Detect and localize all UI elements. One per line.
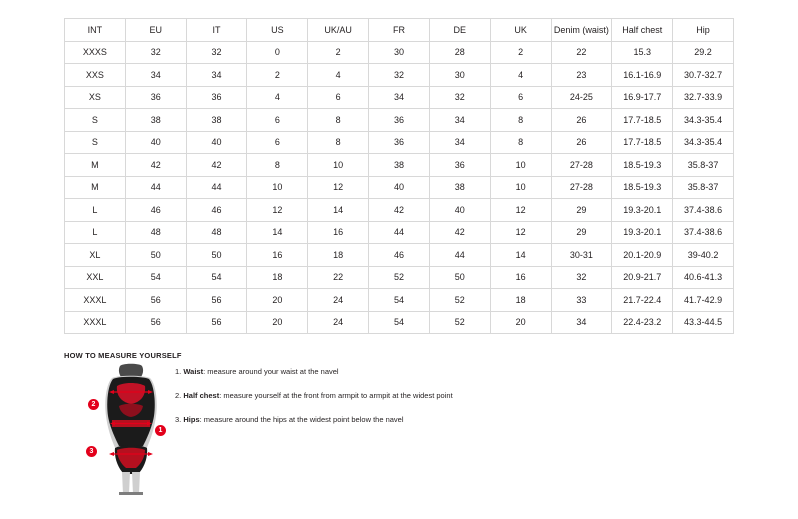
cell-hip: 32.7-33.9: [673, 86, 734, 109]
cell-half-chest: 15.3: [612, 41, 673, 64]
cell-half-chest: 17.7-18.5: [612, 109, 673, 132]
size-table-container: [64, 18, 734, 334]
measure-badge-2: 2: [88, 399, 99, 410]
cell-uk-au: 8: [308, 131, 369, 154]
cell-uk: 14: [490, 244, 551, 267]
table-row: [65, 176, 734, 199]
cell-uk-au: 10: [308, 154, 369, 177]
cell-half-chest: 22.4-23.2: [612, 311, 673, 334]
measure-item-term: Waist: [183, 367, 204, 376]
cell-uk: 16: [490, 266, 551, 289]
cell-fr: 40: [369, 176, 430, 199]
cell-fr: 34: [369, 86, 430, 109]
cell-half-chest: 19.3-20.1: [612, 221, 673, 244]
cell-denim-waist: 26: [551, 109, 612, 132]
size-table-head: [65, 19, 734, 42]
table-row: [65, 154, 734, 177]
cell-us: 16: [247, 244, 308, 267]
cell-uk-au: 16: [308, 221, 369, 244]
cell-eu: 44: [125, 176, 186, 199]
cell-uk: 4: [490, 64, 551, 87]
cell-us: 20: [247, 289, 308, 312]
cell-hip: 39-40.2: [673, 244, 734, 267]
table-row: [65, 266, 734, 289]
measure-item-text: : measure yourself at the front from armpit to armpit at the widest point: [219, 390, 453, 400]
cell-eu: 42: [125, 154, 186, 177]
cell-it: 56: [186, 289, 247, 312]
column-header-us: US: [247, 19, 308, 42]
cell-uk-au: 22: [308, 266, 369, 289]
how-to-measure-title: HOW TO MEASURE YOURSELF: [64, 351, 182, 360]
cell-fr: 54: [369, 289, 430, 312]
size-table-body: [65, 41, 734, 334]
cell-de: 34: [429, 109, 490, 132]
cell-denim-waist: 29: [551, 199, 612, 222]
cell-fr: 38: [369, 154, 430, 177]
column-header-half-chest: Half chest: [612, 19, 673, 42]
cell-int: XS: [65, 86, 126, 109]
column-header-de: DE: [429, 19, 490, 42]
cell-hip: 29.2: [673, 41, 734, 64]
cell-int: M: [65, 176, 126, 199]
cell-de: 28: [429, 41, 490, 64]
cell-denim-waist: 24-25: [551, 86, 612, 109]
cell-denim-waist: 34: [551, 311, 612, 334]
cell-us: 10: [247, 176, 308, 199]
cell-half-chest: 18.5-19.3: [612, 176, 673, 199]
cell-fr: 36: [369, 131, 430, 154]
measure-badge-1: 1: [155, 425, 166, 436]
cell-it: 34: [186, 64, 247, 87]
cell-eu: 56: [125, 289, 186, 312]
cell-eu: 46: [125, 199, 186, 222]
column-header-uk-au: UK/AU: [308, 19, 369, 42]
cell-uk: 12: [490, 221, 551, 244]
table-row: [65, 109, 734, 132]
table-row: [65, 311, 734, 334]
column-header-uk: UK: [490, 19, 551, 42]
cell-uk-au: 14: [308, 199, 369, 222]
cell-eu: 34: [125, 64, 186, 87]
cell-uk-au: 18: [308, 244, 369, 267]
table-row: [65, 199, 734, 222]
cell-de: 38: [429, 176, 490, 199]
cell-half-chest: 16.9-17.7: [612, 86, 673, 109]
cell-hip: 40.6-41.3: [673, 266, 734, 289]
cell-half-chest: 20.9-21.7: [612, 266, 673, 289]
cell-it: 42: [186, 154, 247, 177]
table-row: [65, 131, 734, 154]
cell-it: 50: [186, 244, 247, 267]
cell-uk-au: 8: [308, 109, 369, 132]
column-header-hip: Hip: [673, 19, 734, 42]
cell-eu: 56: [125, 311, 186, 334]
cell-half-chest: 19.3-20.1: [612, 199, 673, 222]
cell-int: M: [65, 154, 126, 177]
cell-half-chest: 21.7-22.4: [612, 289, 673, 312]
cell-de: 50: [429, 266, 490, 289]
cell-denim-waist: 26: [551, 131, 612, 154]
measure-item-index: 3.: [175, 414, 182, 424]
table-row: [65, 221, 734, 244]
cell-uk-au: 24: [308, 289, 369, 312]
table-header-row: [65, 19, 734, 42]
cell-fr: 52: [369, 266, 430, 289]
cell-hip: 35.8-37: [673, 176, 734, 199]
measure-badge-3: 3: [86, 446, 97, 457]
cell-int: XXXL: [65, 311, 126, 334]
cell-uk: 2: [490, 41, 551, 64]
column-header-it: IT: [186, 19, 247, 42]
cell-us: 2: [247, 64, 308, 87]
cell-it: 32: [186, 41, 247, 64]
cell-us: 18: [247, 266, 308, 289]
cell-denim-waist: 33: [551, 289, 612, 312]
cell-hip: 37.4-38.6: [673, 199, 734, 222]
cell-uk: 20: [490, 311, 551, 334]
cell-int: XXXL: [65, 289, 126, 312]
cell-it: 38: [186, 109, 247, 132]
cell-uk-au: 24: [308, 311, 369, 334]
measure-item-half-chest: [175, 391, 595, 401]
cell-de: 44: [429, 244, 490, 267]
cell-hip: 34.3-35.4: [673, 131, 734, 154]
cell-int: S: [65, 131, 126, 154]
cell-hip: 30.7-32.7: [673, 64, 734, 87]
cell-fr: 46: [369, 244, 430, 267]
cell-de: 36: [429, 154, 490, 177]
measure-item-text: : measure around your waist at the navel: [203, 367, 339, 376]
size-table: [64, 18, 734, 334]
cell-it: 54: [186, 266, 247, 289]
column-header-eu: EU: [125, 19, 186, 42]
measure-item-index: 1.: [175, 367, 182, 376]
cell-it: 40: [186, 131, 247, 154]
cell-us: 4: [247, 86, 308, 109]
cell-de: 30: [429, 64, 490, 87]
measure-item-text: : measure around the hips at the widest point below the navel: [199, 414, 404, 424]
cell-denim-waist: 27-28: [551, 154, 612, 177]
table-row: [65, 41, 734, 64]
table-row: [65, 64, 734, 87]
cell-uk: 10: [490, 176, 551, 199]
cell-it: 56: [186, 311, 247, 334]
cell-half-chest: 18.5-19.3: [612, 154, 673, 177]
cell-int: XL: [65, 244, 126, 267]
cell-eu: 36: [125, 86, 186, 109]
cell-fr: 42: [369, 199, 430, 222]
column-header-int: INT: [65, 19, 126, 42]
cell-uk: 12: [490, 199, 551, 222]
measure-item-term: Half chest: [183, 390, 220, 400]
cell-uk: 18: [490, 289, 551, 312]
cell-denim-waist: 32: [551, 266, 612, 289]
cell-half-chest: 17.7-18.5: [612, 131, 673, 154]
cell-denim-waist: 27-28: [551, 176, 612, 199]
cell-fr: 44: [369, 221, 430, 244]
cell-denim-waist: 22: [551, 41, 612, 64]
cell-half-chest: 16.1-16.9: [612, 64, 673, 87]
cell-eu: 38: [125, 109, 186, 132]
column-header-fr: FR: [369, 19, 430, 42]
column-header-denim-waist: Denim (waist): [551, 19, 612, 42]
cell-half-chest: 20.1-20.9: [612, 244, 673, 267]
cell-eu: 48: [125, 221, 186, 244]
cell-uk: 8: [490, 131, 551, 154]
cell-uk: 8: [490, 109, 551, 132]
cell-denim-waist: 30-31: [551, 244, 612, 267]
cell-int: XXS: [65, 64, 126, 87]
cell-de: 32: [429, 86, 490, 109]
cell-de: 40: [429, 199, 490, 222]
cell-us: 20: [247, 311, 308, 334]
cell-uk-au: 4: [308, 64, 369, 87]
cell-uk-au: 12: [308, 176, 369, 199]
cell-de: 42: [429, 221, 490, 244]
cell-int: S: [65, 109, 126, 132]
measure-item-hips: [175, 415, 595, 425]
measure-instructions: [175, 367, 595, 438]
cell-de: 52: [429, 289, 490, 312]
cell-denim-waist: 29: [551, 221, 612, 244]
measure-item-term: Hips: [183, 414, 200, 424]
cell-uk: 6: [490, 86, 551, 109]
cell-int: L: [65, 221, 126, 244]
table-row: [65, 289, 734, 312]
cell-uk-au: 2: [308, 41, 369, 64]
cell-us: 0: [247, 41, 308, 64]
cell-us: 12: [247, 199, 308, 222]
cell-denim-waist: 23: [551, 64, 612, 87]
cell-fr: 32: [369, 64, 430, 87]
cell-hip: 34.3-35.4: [673, 109, 734, 132]
cell-int: XXL: [65, 266, 126, 289]
cell-uk-au: 6: [308, 86, 369, 109]
cell-int: XXXS: [65, 41, 126, 64]
cell-eu: 54: [125, 266, 186, 289]
cell-us: 8: [247, 154, 308, 177]
cell-it: 46: [186, 199, 247, 222]
cell-it: 48: [186, 221, 247, 244]
cell-hip: 37.4-38.6: [673, 221, 734, 244]
measure-item-index: 2.: [175, 390, 182, 400]
cell-it: 44: [186, 176, 247, 199]
cell-uk: 10: [490, 154, 551, 177]
cell-int: L: [65, 199, 126, 222]
cell-fr: 30: [369, 41, 430, 64]
cell-de: 52: [429, 311, 490, 334]
cell-hip: 43.3-44.5: [673, 311, 734, 334]
cell-it: 36: [186, 86, 247, 109]
table-row: [65, 244, 734, 267]
cell-hip: 41.7-42.9: [673, 289, 734, 312]
cell-de: 34: [429, 131, 490, 154]
cell-fr: 36: [369, 109, 430, 132]
table-row: [65, 86, 734, 109]
cell-us: 6: [247, 109, 308, 132]
cell-eu: 40: [125, 131, 186, 154]
cell-us: 6: [247, 131, 308, 154]
cell-fr: 54: [369, 311, 430, 334]
cell-eu: 50: [125, 244, 186, 267]
cell-us: 14: [247, 221, 308, 244]
measure-item-waist: [175, 367, 595, 377]
cell-hip: 35.8-37: [673, 154, 734, 177]
cell-eu: 32: [125, 41, 186, 64]
